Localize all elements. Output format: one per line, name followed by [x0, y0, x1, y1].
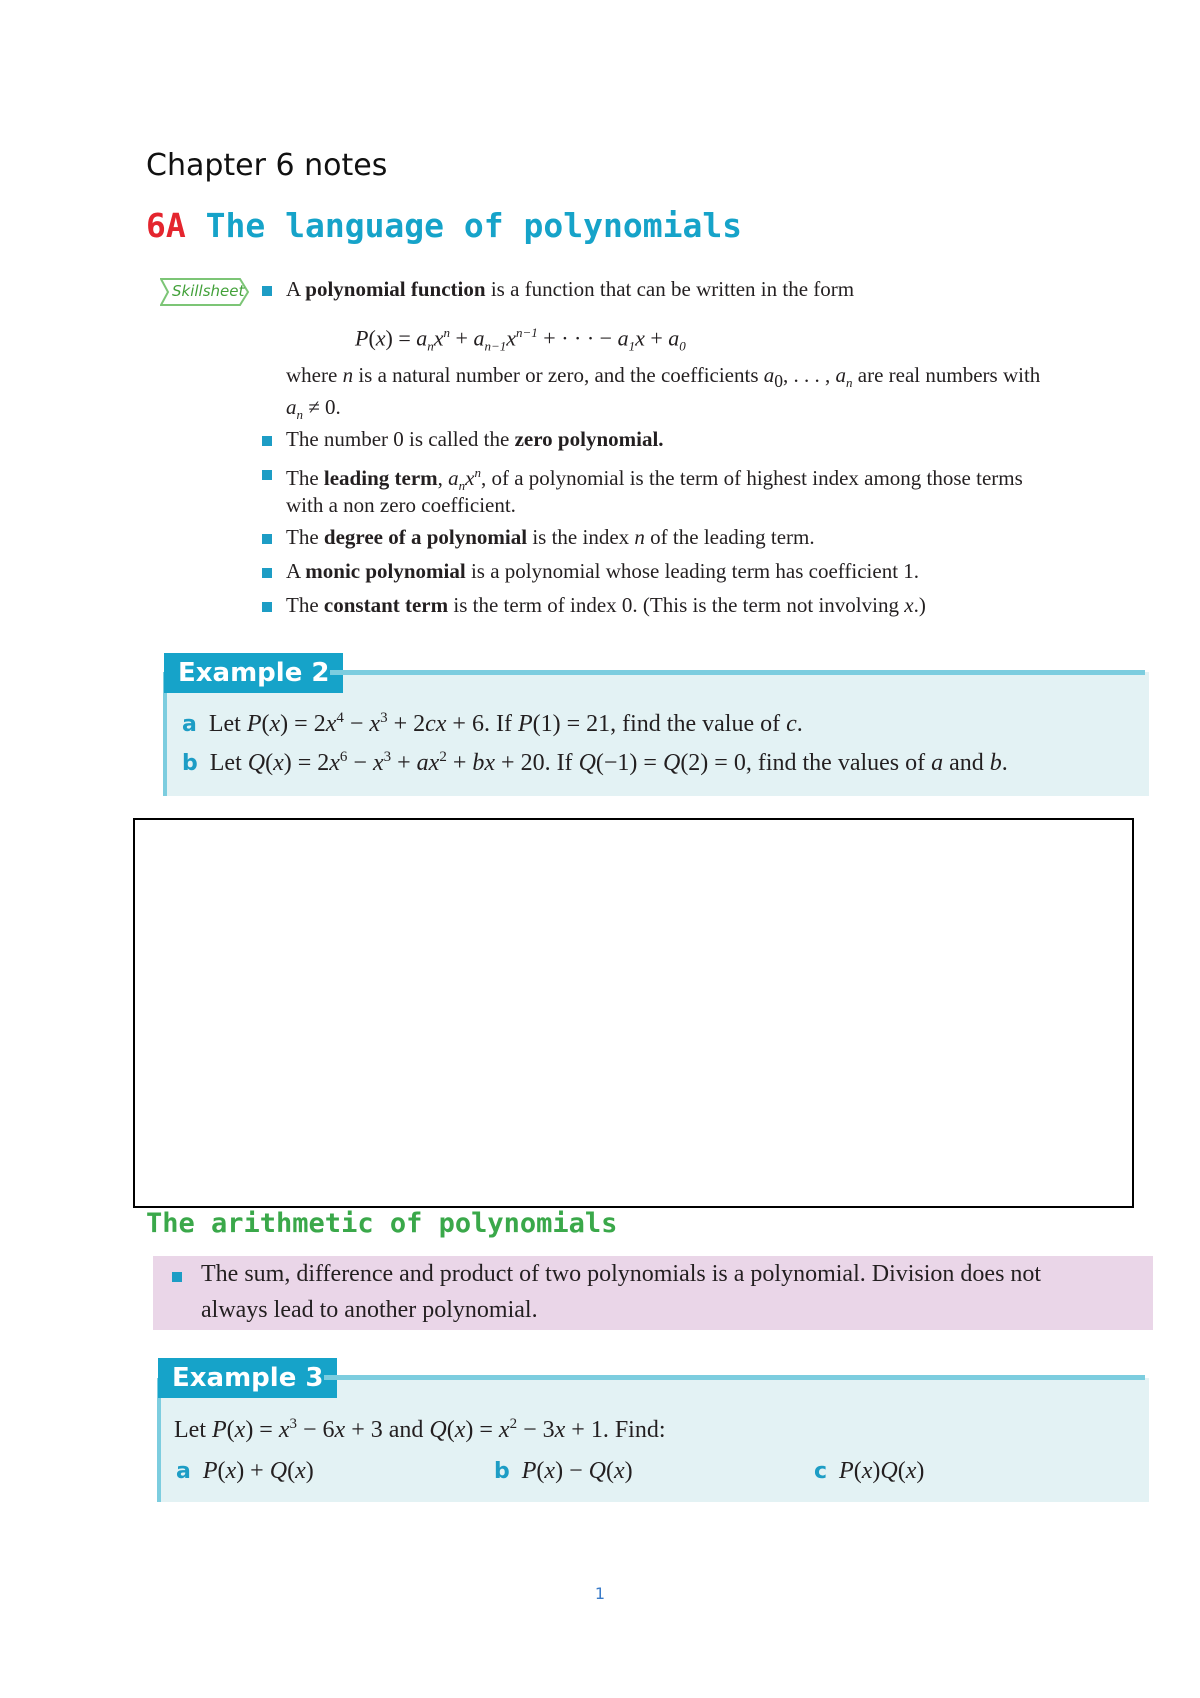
example-3-stem: Let $P(x) = x^3 - 6x + 3$ and $Q(x) = x^2 - 3x + 1$. Find:: [174, 1416, 666, 1443]
constant-term-definition: The constant term is the term of index 0. (This is the term not involving x.): [286, 593, 926, 617]
skillsheet-badge[interactable]: [160, 278, 250, 306]
text: , of a polynomial is the term of highest index among those terms: [480, 466, 1023, 490]
text: is a polynomial whose leading term has coefficient 1.: [465, 559, 920, 583]
part-label: b: [182, 751, 198, 776]
example-2-part-a: a Let $P(x) = 2x^4 - x^3 + 2cx + 6$. If P(1) = 21, find the value of c.: [182, 710, 803, 737]
bullet-icon: [262, 534, 272, 544]
monic-definition: [286, 556, 919, 586]
example-2-part-b: b Let $Q(x) = 2x^6 - x^3 + ax^2$ + bx + 20. If Q(−1) = Q(2) = 0, find the values of a and b.: [182, 749, 1008, 776]
chapter-title: Chapter 6 notes: [146, 148, 388, 183]
text: A: [286, 277, 306, 301]
part-label: c: [814, 1459, 828, 1484]
text: The: [286, 466, 324, 490]
polynomial-formula: $P(x) = a_nx^n + a_{n-1}x^{n-1}$ + · · · − $a_1x + a_0$: [355, 325, 686, 354]
bullet-icon: [262, 602, 272, 612]
zero-polynomial-definition: [286, 424, 664, 454]
bullet-icon: [262, 470, 272, 480]
section-heading: [146, 206, 742, 245]
example-2-tab: Example 2: [164, 653, 343, 693]
term-polynomial-function: polynomial function: [305, 277, 486, 301]
part-label: a: [182, 712, 197, 737]
term-degree: degree of a polynomial: [323, 525, 528, 549]
example-3-part-b: b P(x) − Q(x): [494, 1458, 633, 1484]
example-3-tab: Example 3: [158, 1358, 337, 1398]
bullet-icon: [172, 1272, 182, 1282]
text: are real numbers with: [852, 363, 1041, 387]
term-constant-term: constant term: [323, 593, 449, 617]
polynomial-definition: [286, 274, 854, 304]
text: is the index: [527, 525, 635, 549]
text: is the term of index 0. (This is the term not involving: [448, 593, 905, 617]
term-monic-polynomial: monic polynomial: [305, 559, 466, 583]
part-label: a: [176, 1459, 191, 1484]
leading-term-definition: The leading term, $a_nx^n$, of a polynomial is the term of highest index among those terms: [286, 465, 1023, 494]
section-title: The language of polynomials: [205, 206, 743, 245]
term-zero-polynomial: zero polynomial.: [514, 427, 664, 451]
bullet-icon: [262, 436, 272, 446]
example-3-rule: [324, 1375, 1145, 1380]
text: The number 0 is called the: [286, 427, 515, 451]
term-leading-term: leading term: [323, 466, 438, 490]
bullet-icon: [262, 568, 272, 578]
example-3-part-a: a P(x) + Q(x): [176, 1458, 314, 1484]
leading-term-definition-cont: with a non zero coefficient.: [286, 493, 516, 517]
part-label: b: [494, 1459, 510, 1484]
leading-coefficient-condition: $a_n \ne 0$.: [286, 395, 341, 423]
answer-box[interactable]: [133, 818, 1134, 1208]
bullet-icon: [262, 286, 272, 296]
polynomial-where: where n is a natural number or zero, and the coefficients $a_0$, . . . , $a_n$ are real numbers with: [286, 363, 1041, 392]
arithmetic-highlight: [153, 1256, 1153, 1330]
text: is a natural number or zero, and the coefficients: [353, 363, 764, 387]
arithmetic-line-2: always lead to another polynomial.: [201, 1297, 538, 1323]
arithmetic-heading: The arithmetic of polynomials: [146, 1208, 618, 1239]
degree-definition: The degree of a polynomial is the index n of the leading term.: [286, 525, 815, 549]
text: of the leading term.: [644, 525, 815, 549]
example-3-part-c: c P(x)Q(x): [814, 1458, 925, 1484]
text: The: [286, 525, 324, 549]
page-number: 1: [594, 1584, 606, 1603]
text: The: [286, 593, 324, 617]
skillsheet-label: Skillsheet: [172, 282, 245, 300]
arithmetic-line-1: The sum, difference and product of two polynomials is a polynomial. Division does not: [201, 1261, 1042, 1287]
example-2-rule: [330, 670, 1145, 675]
text: A: [286, 559, 306, 583]
text: where: [286, 363, 343, 387]
section-number: 6A: [146, 206, 186, 245]
text: is a function that can be written in the form: [485, 277, 855, 301]
